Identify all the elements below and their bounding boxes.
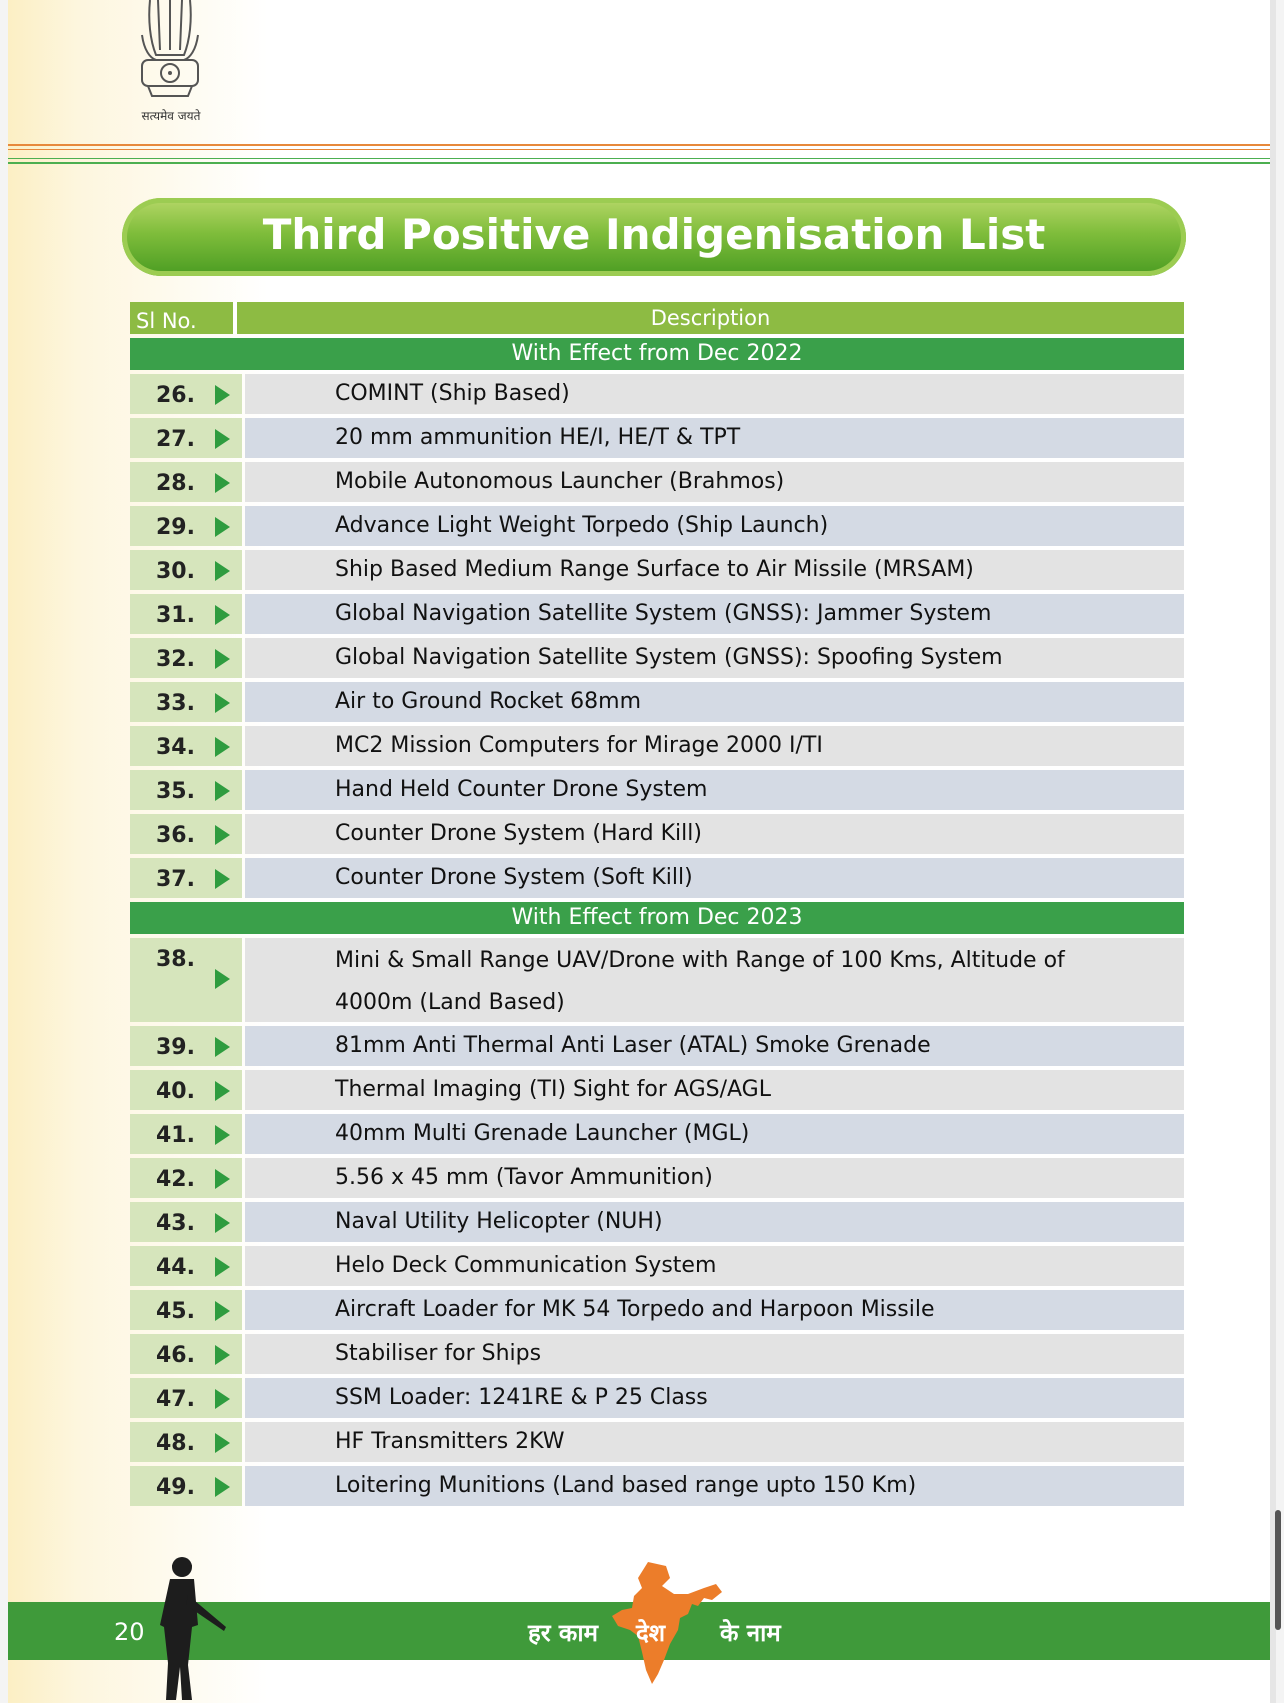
description-line: Advance Light Weight Torpedo (Ship Launch): [335, 513, 829, 538]
table-row: [130, 638, 1184, 678]
row-description: [245, 1026, 1184, 1066]
divider-orange: [8, 149, 1276, 150]
triangle-right-icon: [215, 1257, 230, 1277]
table-row: [130, 814, 1184, 854]
description-line: Global Navigation Satellite System (GNSS): Jammer System: [335, 601, 992, 626]
row-number-cell: [130, 1026, 242, 1066]
row-number: 28.: [156, 471, 195, 496]
footer-slogan-left: हर काम: [528, 1619, 598, 1647]
description-line: Air to Ground Rocket 68mm: [335, 689, 642, 714]
description-line: 40mm Multi Grenade Launcher (MGL): [335, 1121, 750, 1146]
row-number: 46.: [156, 1343, 195, 1368]
emblem-motto: सत्यमेव जयते: [141, 109, 201, 123]
row-number: 44.: [156, 1255, 195, 1280]
page-number: 20: [114, 1618, 145, 1646]
row-description: [245, 938, 1184, 1022]
row-number-cell: [130, 1114, 242, 1154]
triangle-right-icon: [215, 693, 230, 713]
triangle-right-icon: [215, 429, 230, 449]
row-description: [245, 682, 1184, 722]
column-header-sl-no: Sl No.: [130, 302, 237, 334]
row-description: [245, 1246, 1184, 1286]
table-row: [130, 374, 1184, 414]
triangle-right-icon: [215, 1433, 230, 1453]
row-number-cell: [130, 1378, 242, 1418]
triangle-right-icon: [215, 1125, 230, 1145]
table-row: [130, 1334, 1184, 1374]
row-number: 38.: [156, 947, 195, 972]
row-description: [245, 594, 1184, 634]
description-line: Global Navigation Satellite System (GNSS): Spoofing System: [335, 645, 1003, 670]
row-description: [245, 506, 1184, 546]
indigenisation-table: [130, 302, 1184, 1506]
section-header: With Effect from Dec 2023: [130, 902, 1184, 934]
description-line: Counter Drone System (Soft Kill): [335, 865, 693, 890]
table-row: [130, 1158, 1184, 1198]
row-number: 27.: [156, 427, 195, 452]
table-row: [130, 1114, 1184, 1154]
description-line: Stabiliser for Ships: [335, 1341, 542, 1366]
row-description: [245, 1466, 1184, 1506]
description-line: Mobile Autonomous Launcher (Brahmos): [335, 469, 785, 494]
table-row: [130, 858, 1184, 898]
row-number: 34.: [156, 735, 195, 760]
row-number-cell: [130, 1202, 242, 1242]
triangle-right-icon: [215, 825, 230, 845]
triangle-right-icon: [215, 869, 230, 889]
row-number: 26.: [156, 383, 195, 408]
triangle-right-icon: [215, 1213, 230, 1233]
row-number: 36.: [156, 823, 195, 848]
title-banner: [122, 198, 1186, 276]
triangle-right-icon: [215, 385, 230, 405]
divider-green: [8, 162, 1276, 164]
table-row: [130, 1246, 1184, 1286]
description-line: Hand Held Counter Drone System: [335, 777, 708, 802]
row-number: 31.: [156, 603, 195, 628]
row-description: [245, 1378, 1184, 1418]
triangle-right-icon: [215, 1477, 230, 1497]
scrollbar-thumb[interactable]: [1275, 1510, 1281, 1630]
row-description: [245, 1290, 1184, 1330]
row-description: [245, 550, 1184, 590]
triangle-right-icon: [215, 1301, 230, 1321]
row-description: [245, 418, 1184, 458]
page-edge: [1270, 0, 1276, 1703]
row-number-cell: [130, 1422, 242, 1462]
row-number-cell: [130, 1158, 242, 1198]
page-title: Third Positive Indigenisation List: [262, 210, 1046, 259]
description-line: Thermal Imaging (TI) Sight for AGS/AGL: [335, 1077, 771, 1102]
table-row: [130, 1026, 1184, 1066]
table-row: [130, 550, 1184, 590]
table-row: [130, 418, 1184, 458]
row-description: [245, 462, 1184, 502]
row-number-cell: [130, 506, 242, 546]
row-description: [245, 638, 1184, 678]
triangle-right-icon: [215, 969, 230, 989]
description-line: 20 mm ammunition HE/I, HE/T & TPT: [335, 425, 741, 450]
row-number: 43.: [156, 1211, 195, 1236]
row-description: [245, 1422, 1184, 1462]
row-description: [245, 1158, 1184, 1198]
row-number: 32.: [156, 647, 195, 672]
description-line: COMINT (Ship Based): [335, 381, 570, 406]
row-number-cell: [130, 550, 242, 590]
table-row: [130, 1290, 1184, 1330]
footer-slogan-mid: देश: [636, 1619, 666, 1647]
description-line: Counter Drone System (Hard Kill): [335, 821, 702, 846]
table-row: [130, 1202, 1184, 1242]
row-number: 35.: [156, 779, 195, 804]
description-line: 81mm Anti Thermal Anti Laser (ATAL) Smoke Grenade: [335, 1033, 931, 1058]
row-number: 45.: [156, 1299, 195, 1324]
table-row: [130, 1422, 1184, 1462]
divider-orange: [8, 144, 1276, 146]
table-row: [130, 770, 1184, 810]
row-description: [245, 726, 1184, 766]
triangle-right-icon: [215, 517, 230, 537]
row-number-cell: [130, 418, 242, 458]
triangle-right-icon: [215, 781, 230, 801]
document-page: [8, 0, 1276, 1703]
column-header-description: Description: [650, 306, 771, 330]
table-row: [130, 506, 1184, 546]
triangle-right-icon: [215, 1389, 230, 1409]
row-number-cell: [130, 1290, 242, 1330]
row-number: 33.: [156, 691, 195, 716]
row-description: [245, 1114, 1184, 1154]
row-number-cell: [130, 938, 242, 1022]
row-number-cell: [130, 682, 242, 722]
triangle-right-icon: [215, 1345, 230, 1365]
description-line: MC2 Mission Computers for Mirage 2000 I/TI: [335, 733, 823, 758]
description-line: Aircraft Loader for MK 54 Torpedo and Harpoon Missile: [335, 1297, 935, 1322]
description-line: 4000m (Land Based): [335, 990, 565, 1015]
description-line: Helo Deck Communication System: [335, 1253, 717, 1278]
section-header: With Effect from Dec 2022: [130, 338, 1184, 370]
table-row: [130, 1378, 1184, 1418]
row-number-cell: [130, 858, 242, 898]
row-number: 29.: [156, 515, 195, 540]
row-number: 41.: [156, 1123, 195, 1148]
row-number: 39.: [156, 1035, 195, 1060]
description-line: Loitering Munitions (Land based range upto 150 Km): [335, 1473, 917, 1498]
row-description: [245, 858, 1184, 898]
row-number-cell: [130, 374, 242, 414]
row-number: 37.: [156, 867, 195, 892]
row-number: 42.: [156, 1167, 195, 1192]
triangle-right-icon: [215, 1169, 230, 1189]
description-line: HF Transmitters 2KW: [335, 1429, 565, 1454]
table-row: [130, 726, 1184, 766]
triangle-right-icon: [215, 649, 230, 669]
row-number-cell: [130, 638, 242, 678]
divider-green: [8, 158, 1276, 159]
row-number-cell: [130, 1334, 242, 1374]
table-row: [130, 462, 1184, 502]
table-row: [130, 938, 1184, 1022]
row-number: 49.: [156, 1475, 195, 1500]
footer-slogan-right: के नाम: [720, 1619, 781, 1647]
row-number: 30.: [156, 559, 195, 584]
table-header: [130, 302, 1184, 334]
row-number-cell: [130, 770, 242, 810]
description-line: Ship Based Medium Range Surface to Air Missile (MRSAM): [335, 557, 974, 582]
row-description: [245, 814, 1184, 854]
table-row: [130, 1070, 1184, 1110]
row-number-cell: [130, 1466, 242, 1506]
row-description: [245, 1202, 1184, 1242]
row-number-cell: [130, 1246, 242, 1286]
row-description: [245, 1334, 1184, 1374]
row-number: 48.: [156, 1431, 195, 1456]
row-number-cell: [130, 1070, 242, 1110]
description-line: SSM Loader: 1241RE & P 25 Class: [335, 1385, 708, 1410]
row-number-cell: [130, 814, 242, 854]
table-row: [130, 682, 1184, 722]
row-description: [245, 770, 1184, 810]
description-line: 5.56 x 45 mm (Tavor Ammunition): [335, 1165, 713, 1190]
row-number-cell: [130, 462, 242, 502]
triangle-right-icon: [215, 1081, 230, 1101]
triangle-right-icon: [215, 605, 230, 625]
row-number-cell: [130, 594, 242, 634]
table-row: [130, 1466, 1184, 1506]
triangle-right-icon: [215, 561, 230, 581]
table-row: [130, 594, 1184, 634]
row-description: [245, 1070, 1184, 1110]
triangle-right-icon: [215, 1037, 230, 1057]
india-map-icon: [608, 1560, 728, 1690]
row-description: [245, 374, 1184, 414]
triangle-right-icon: [215, 473, 230, 493]
description-line: Naval Utility Helicopter (NUH): [335, 1209, 663, 1234]
row-number: 47.: [156, 1387, 195, 1412]
row-number: 40.: [156, 1079, 195, 1104]
description-line: Mini & Small Range UAV/Drone with Range of 100 Kms, Altitude of: [335, 948, 1065, 973]
row-number-cell: [130, 726, 242, 766]
triangle-right-icon: [215, 737, 230, 757]
soldier-silhouette-icon: [158, 1555, 238, 1703]
